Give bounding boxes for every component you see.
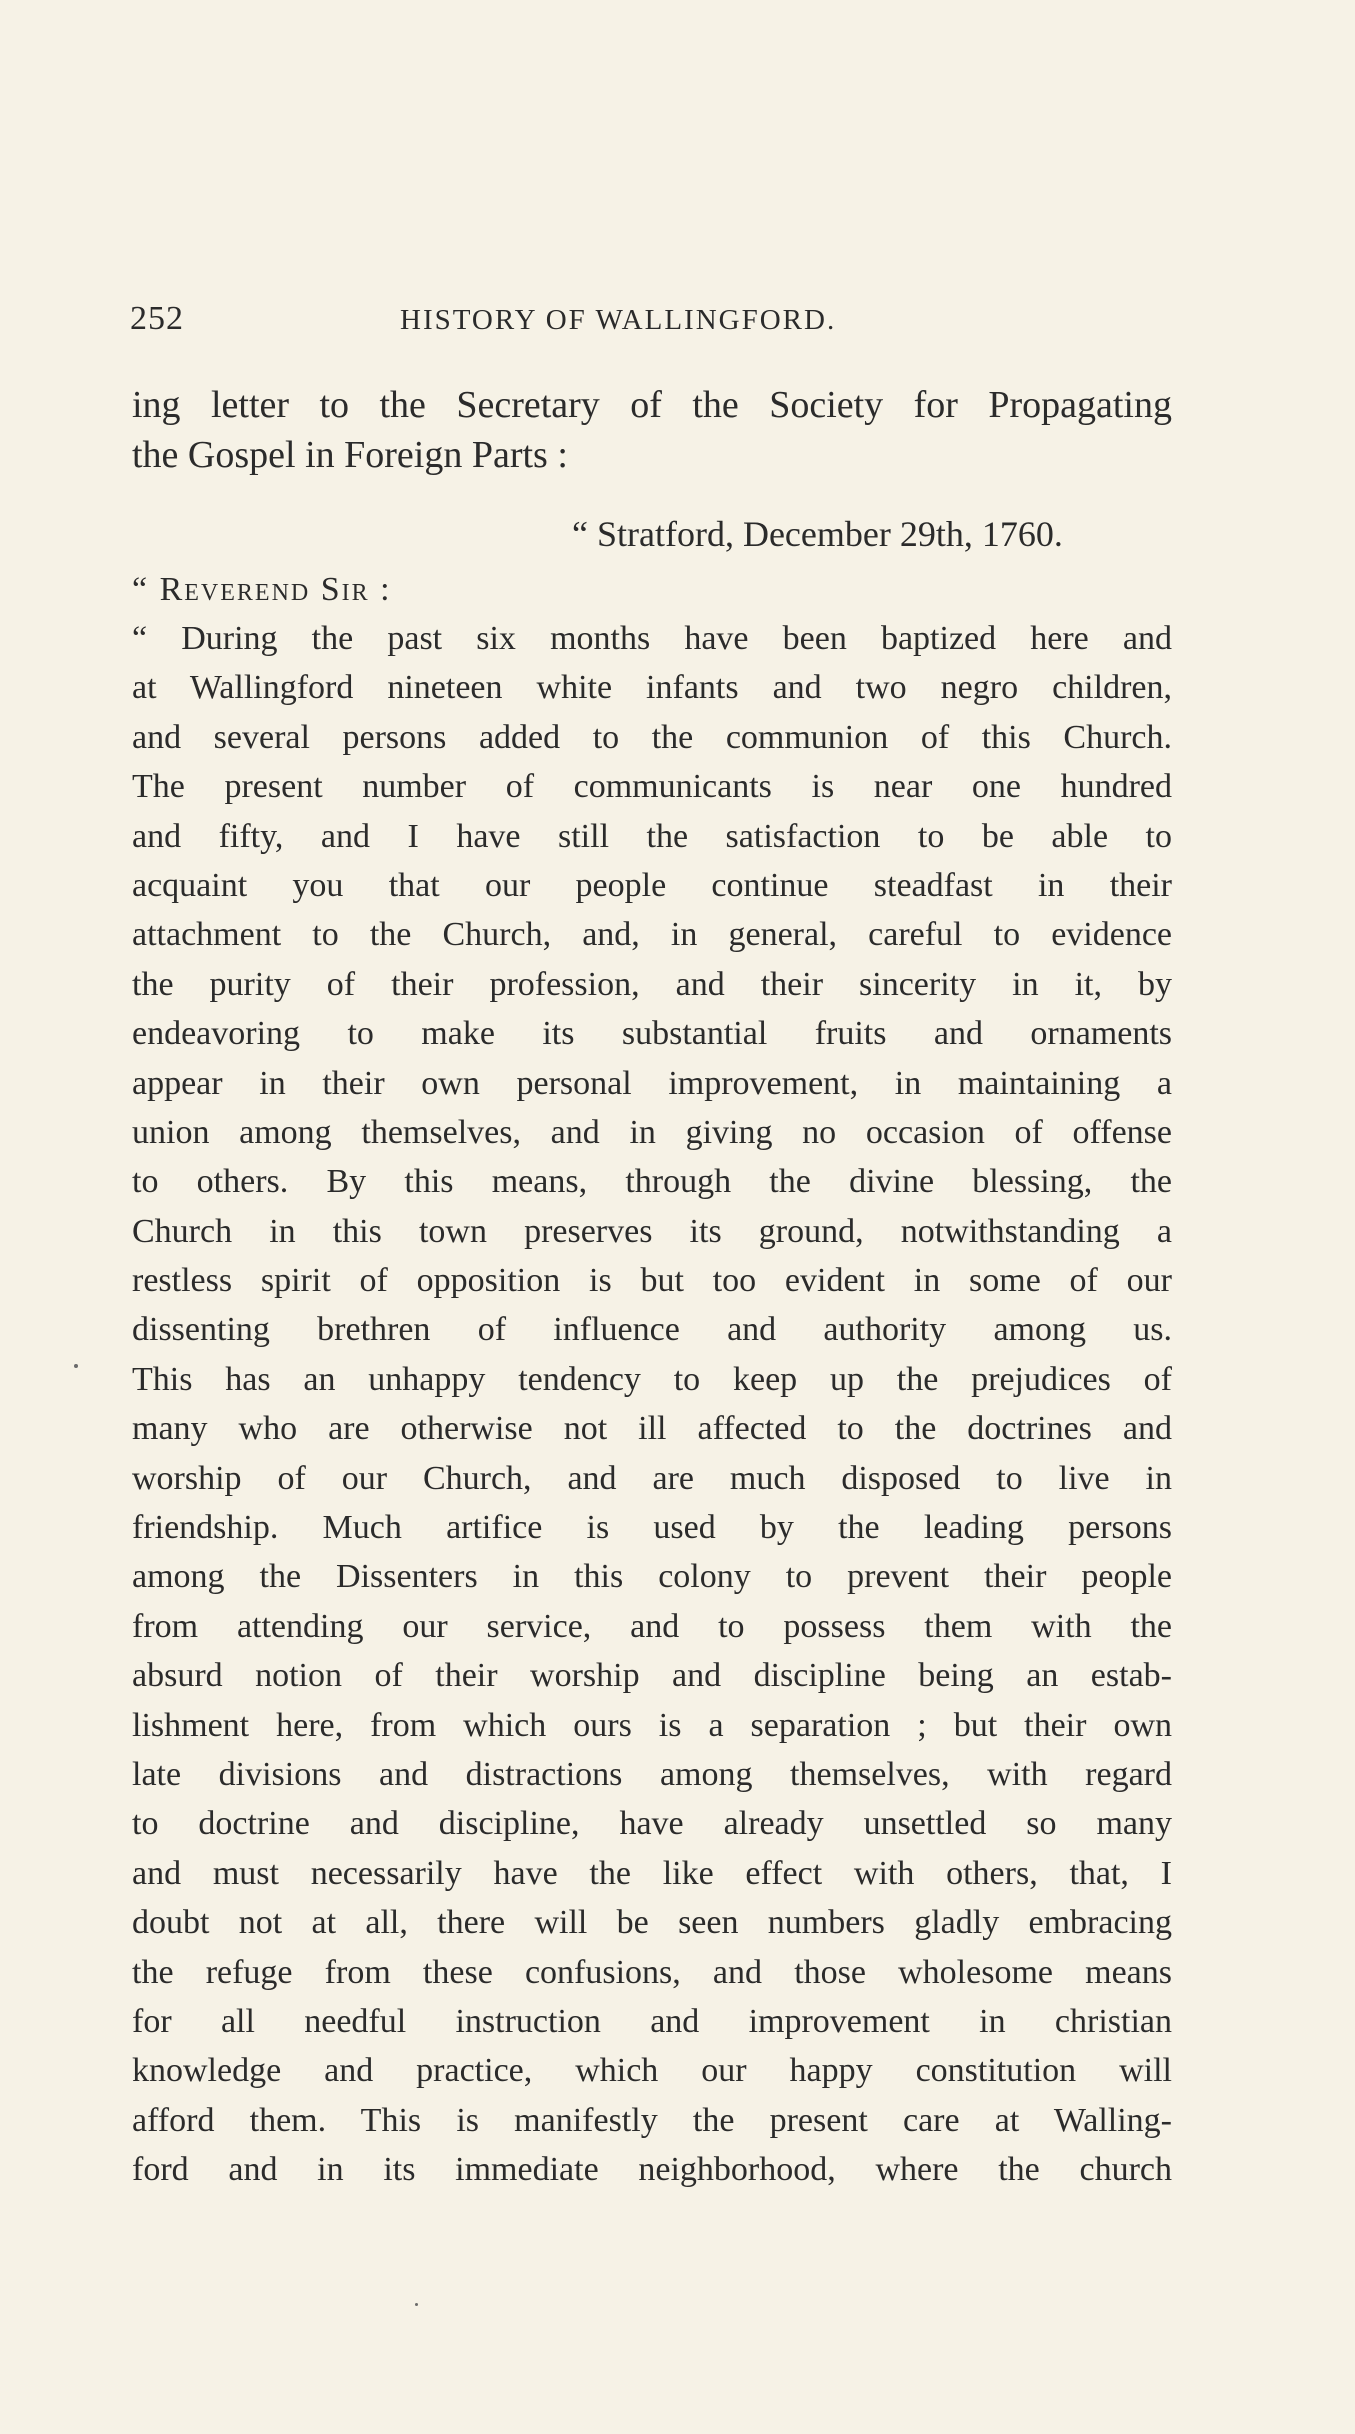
intro-line: the Gospel in Foreign Parts : <box>132 434 568 476</box>
body-line: absurd notion of their worship and discipline being an estab- <box>132 1657 1172 1695</box>
page-number: 252 <box>130 300 184 337</box>
body-line: the purity of their profession, and their sincerity in it, by <box>132 965 1172 1003</box>
body-line: for all needful instruction and improvement in christian <box>132 2002 1172 2040</box>
body-line: restless spirit of opposition is but too evident in some of our <box>132 1262 1172 1300</box>
intro-line: ing letter to the Secretary of the Society for Propagating <box>132 384 1172 426</box>
body-line: at Wallingford nineteen white infants and two negro children, <box>132 669 1172 707</box>
body-line: worship of our Church, and are much disposed to live in <box>132 1459 1172 1497</box>
text-block <box>132 380 1172 2195</box>
letter-dateline: “ Stratford, December 29th, 1760. <box>572 514 1063 554</box>
body-line: doubt not at all, there will be seen numbers gladly embracing <box>132 1904 1172 1942</box>
body-line: and several persons added to the communion of this Church. <box>132 718 1172 756</box>
body-line: late divisions and distractions among themselves, with regard <box>132 1755 1172 1793</box>
body-line: appear in their own personal improvement, in maintaining a <box>132 1064 1172 1102</box>
body-line: “ During the past six months have been baptized here and <box>132 620 1172 657</box>
body-line: and must necessarily have the like effect with others, that, I <box>132 1854 1172 1892</box>
margin-speck <box>74 1364 78 1368</box>
body-line: to doctrine and discipline, have already unsettled so many <box>132 1805 1172 1843</box>
running-head <box>130 300 1170 344</box>
body-line: lishment here, from which ours is a separation ; but their own <box>132 1706 1172 1744</box>
letter-salutation: “ Reverend Sir : <box>132 571 392 608</box>
body-line: ford and in its immediate neighborhood, where the church <box>132 2151 1172 2189</box>
body-line: endeavoring to make its substantial fruits and ornaments <box>132 1015 1172 1053</box>
body-line: many who are otherwise not ill affected to the doctrines and <box>132 1410 1172 1448</box>
body-line: among the Dissenters in this colony to prevent their people <box>132 1558 1172 1596</box>
body-line: This has an unhappy tendency to keep up the prejudices of <box>132 1360 1172 1398</box>
body-line: afford them. This is manifestly the present care at Walling- <box>132 2101 1172 2139</box>
body-line: acquaint you that our people continue steadfast in their <box>132 866 1172 904</box>
body-line: dissenting brethren of influence and authority among us. <box>132 1311 1172 1349</box>
body-line: friendship. Much artifice is used by the leading persons <box>132 1509 1172 1547</box>
body-line: from attending our service, and to possess them with the <box>132 1607 1172 1645</box>
body-line: and fifty, and I have still the satisfaction to be able to <box>132 817 1172 855</box>
body-line: knowledge and practice, which our happy constitution will <box>132 2052 1172 2090</box>
body-line: attachment to the Church, and, in general, careful to evidence <box>132 916 1172 954</box>
running-title: HISTORY OF WALLINGFORD. <box>400 304 837 336</box>
body-line: The present number of communicants is near one hundred <box>132 768 1172 806</box>
margin-speck <box>415 2303 418 2306</box>
body-line: the refuge from these confusions, and those wholesome means <box>132 1953 1172 1991</box>
body-line: union among themselves, and in giving no occasion of offense <box>132 1113 1172 1151</box>
body-line: to others. By this means, through the divine blessing, the <box>132 1163 1172 1201</box>
body-line: Church in this town preserves its ground, notwithstanding a <box>132 1212 1172 1250</box>
